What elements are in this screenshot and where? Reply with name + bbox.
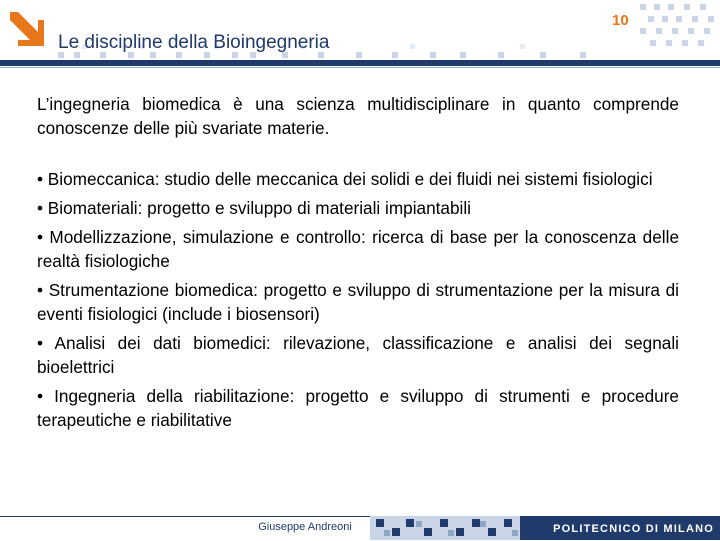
intro-paragraph: L’ingegneria biomedica è una scienza multidisciplinare in quanto comprende conoscenze delle più svariate materie. (37, 94, 679, 138)
bullet-modellizzazione: • Modellizzazione, simulazione e controllo: ricerca di base per la conoscenza delle realtà fisiologiche (37, 227, 679, 271)
header-rule-thin (0, 67, 720, 68)
orange-arrow-icon (4, 6, 46, 48)
bullet-analisi-dati: • Analisi dei dati biomedici: rilevazione, classificazione e analisi dei segnali bioelettrici (37, 333, 679, 377)
institution-name: POLITECNICO DI MILANO (553, 523, 714, 535)
bullet-biomeccanica: • Biomeccanica: studio delle meccanica dei solidi e dei fluidi nei sistemi fisiologici (37, 169, 653, 189)
author-name: Giuseppe Andreoni (258, 521, 352, 533)
header-rule (0, 60, 720, 66)
bullet-biomateriali: • Biomateriali: progetto e sviluppo di materiali impiantabili (37, 198, 472, 218)
slide-title: Le discipline della Bioingegneria (58, 32, 330, 53)
page-number: 10 (612, 12, 629, 29)
discipline-list (37, 167, 679, 432)
slide-body (37, 92, 679, 437)
bullet-strumentazione: • Strumentazione biomedica: progetto e sviluppo di strumentazione per la misura di eventi fisiologici (include i biosensori) (37, 280, 679, 324)
bullet-riabilitazione: • Ingegneria della riabilitazione: progetto e sviluppo di strumenti e procedure terapeutiche e riabilitative (37, 386, 679, 430)
